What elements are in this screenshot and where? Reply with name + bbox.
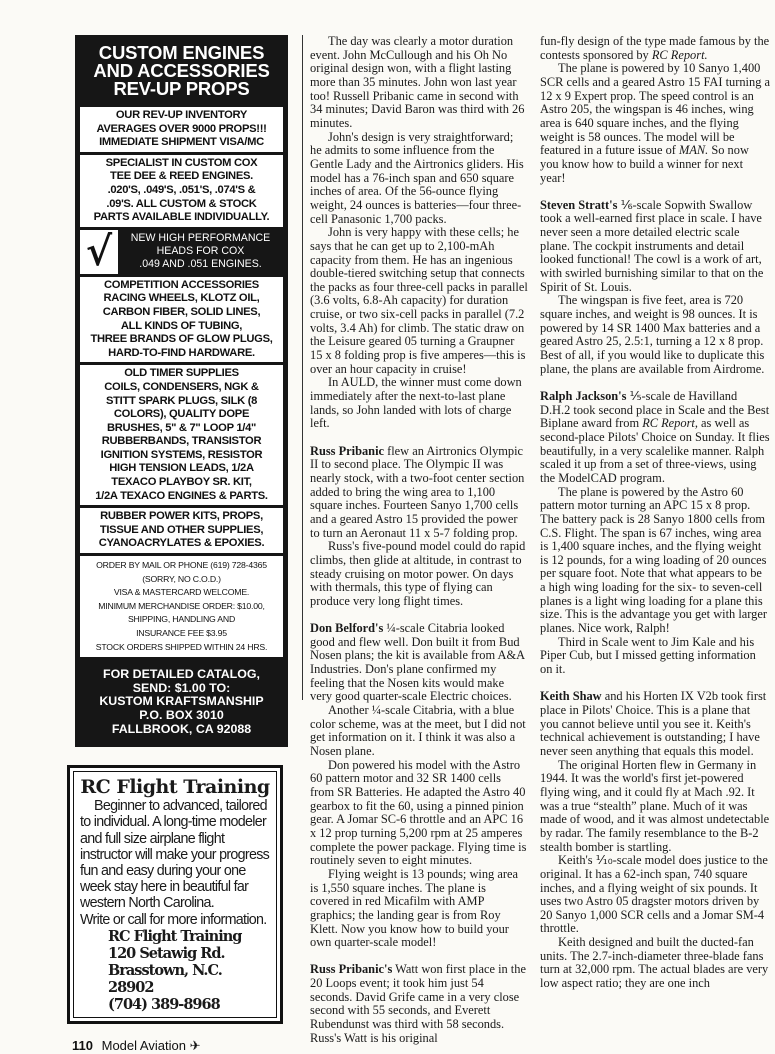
- page-footer: [72, 1038, 288, 1054]
- article-paragraph: [540, 690, 770, 758]
- rc-ad-body: Beginner to advanced, tailored to individual. A long-time modeler and full size airplane flight instructor will make your progress fun and easy during your one week stay here in beautiful far western North Carolina.: [80, 798, 270, 912]
- text-line: THREE BRANDS OF GLOW PLUGS,: [90, 333, 273, 346]
- text-line: CARBON FIBER, SOLID LINES,: [102, 305, 261, 318]
- text-line: TISSUE AND OTHER SUPPLIES,: [99, 523, 264, 536]
- kustom-kraftsmanship-ad: [75, 35, 288, 747]
- paragraph-text: The day was clearly a motor duration event. John McCullough and his Oh No original design won, with a flight lasting more than 35 minutes. John won last year too! Russell Pribanic came in second with 34 minutes; David Baron was third with 26 minutes.: [310, 34, 525, 130]
- paragraph-text: Flying weight is 13 pounds; wing area is 1,550 square inches. The plane is covered in red Micafilm with AMP graphics; the landing gear is from Roy Klett. Now you know how to build your own quarter-scale model!: [310, 866, 518, 950]
- text-line: Brasstown, N.C. 28902: [108, 961, 222, 996]
- text-line: TEXACO PLAYBOY SR. KIT,: [111, 476, 252, 489]
- paragraph-text: John is very happy with these cells; he says that he can get up to 2,100-mAh capacity from them. He has an ingenious double-tiered switching setup that connects the packs as four three-cell packs in parallel (3.6 volts, 6.8-Ah capacity) for duration cruise, or two six-cell packs in parallel (7.2 volts, 3.4 Ah) for climb. The static draw on the Leisure geared 05 turning a Graupner 15 x 8 folding prop is five amperes—this is over an hour capacity in cruise!: [310, 225, 528, 376]
- paragraph-text: ⅙-scale Sopwith Swallow took a well-earned first place in scale. I have never seen a more detailed electric scale plane. The cockpit instruments and detail looked functional! The cowl is a work of art, with swirled burnishing similar to that on the Spirit of St. Louis.: [540, 197, 764, 294]
- text-line: COILS, CONDENSERS, NGK &: [104, 380, 259, 393]
- article-paragraph: [540, 62, 770, 185]
- text-line: CUSTOM ENGINES: [98, 42, 265, 63]
- page-number: 110: [72, 1037, 93, 1053]
- magazine-name: Model Aviation: [101, 1037, 186, 1053]
- text-line: 120 Setawig Rd.: [108, 944, 225, 962]
- rc-ad-cta: Write or call for more information.: [80, 911, 267, 928]
- ad-old-timer-box: [80, 365, 283, 505]
- text-line: CYANOACRYLATES & EPOXIES.: [98, 537, 265, 550]
- ad-heads-box: [80, 227, 283, 275]
- subject-name: Russ Pribanic: [310, 443, 385, 458]
- text-line: .09'S. ALL CUSTOM & STOCK: [106, 197, 257, 210]
- article-paragraph: [540, 854, 770, 936]
- ad-inventory-box: [80, 107, 283, 152]
- ad-heads-text: [118, 232, 283, 272]
- ad-rubber-box: [80, 508, 283, 553]
- paragraph-text: The original Horten flew in Germany in 1944. It was the world's first jet-powered flying wing, and it could fly at Mach .92. It was a true “stealth” plane. Much of it was made of wood, and it was almost undetectable by radar. The family resemblance to the B-2 stealth bomber is startling.: [540, 757, 770, 854]
- ad-specialist-box: [80, 155, 283, 227]
- text-line: (SORRY, NO C.O.D.): [142, 573, 221, 584]
- article-column-right: [540, 35, 770, 991]
- article-paragraph: [540, 486, 770, 636]
- article-paragraph: [310, 868, 528, 950]
- text-line: COMPETITION ACCESSORIES: [104, 278, 259, 291]
- paragraph-text: Another ¼-scale Citabria, with a blue color scheme, was at the meet, but I did not get information on it. I think it was also a Nosen plane.: [310, 703, 526, 758]
- column-divider: [302, 35, 303, 700]
- text-line: KUSTOM KRAFTSMANSHIP: [99, 694, 264, 709]
- paragraph-text: Watt won first place in the 20 Loops event; it took him just 54 seconds. David Grife came in a very close second with 55 seconds, and Everett Rubendunst was third with 58 seconds. Russ's Watt is his original: [310, 962, 526, 1045]
- text-line: OUR REV-UP INVENTORY: [115, 109, 248, 121]
- text-line: TEE DEE & REED ENGINES.: [110, 170, 253, 183]
- article-paragraph: [540, 936, 770, 991]
- text-line: AVERAGES OVER 9000 PROPS!!!: [96, 122, 267, 135]
- publication-name: RC Report,: [642, 416, 698, 431]
- text-line: PARTS AVAILABLE INDIVIDUALLY.: [93, 211, 270, 224]
- text-line: VISA & MASTERCARD WELCOME.: [113, 587, 250, 598]
- text-line: FOR DETAILED CATALOG,: [103, 667, 260, 682]
- text-line: BRUSHES, 5" & 7" LOOP 1/4": [106, 421, 257, 434]
- paragraph-text: The wingspan is five feet, area is 720 square inches, and weight is 98 ounces. It is powered by 14 SR 1400 Max batteries and a geared Astro 25, 2.5:1, turning a 12 x 8 prop. Best of all, if you would like to duplicate this plane, the plans are available from Airdrome.: [540, 293, 765, 376]
- text-line: RUBBERBANDS, TRANSISTOR: [101, 435, 262, 448]
- article-paragraph: [540, 199, 770, 295]
- text-line: .049 AND .051 ENGINES.: [139, 258, 262, 271]
- text-line: ALL KINDS OF TUBING,: [120, 319, 243, 332]
- paragraph-text: Russ's five-pound model could do rapid climbs, then glide at altitude, in contrast to steady cruising on motor power. On days with thermals, this type of flying can produce very long flight times.: [310, 539, 526, 608]
- rc-flight-training-ad: [67, 765, 283, 1024]
- publication-name: MAN.: [679, 143, 709, 158]
- rc-ad-address: [108, 928, 270, 1013]
- text-line: 1/2A TEXACO ENGINES & PARTS.: [95, 489, 268, 502]
- paragraph-text: Keith's ⅒-scale model does justice to the original. It has a 62-inch span, 740 square inches, and a flying weight of six pounds. It uses two Astro 05 dragster motors driven by 20 Sanyo 1,000 SCR cells and a Jomar SM-4 throttle.: [540, 853, 768, 936]
- text-line: IGNITION SYSTEMS, RESISTOR: [100, 448, 263, 461]
- article-paragraph: [310, 622, 528, 704]
- text-line: RC Flight Training: [108, 927, 242, 945]
- article-paragraph: [540, 35, 770, 62]
- text-line: OLD TIMER SUPPLIES: [124, 367, 239, 380]
- paragraph-text: Keith designed and built the ducted-fan units. The 2.7-inch-diameter three-blade fans turn at 32,000 rpm. The actual blades are very low aspect ratio; they are one inch: [540, 935, 769, 991]
- text-line: INSURANCE FEE $3.95: [136, 628, 227, 638]
- paragraph-text: The plane is powered by 10 Sanyo 1,400 SCR cells and a geared Astro 15 FAI turning a 12 x 9 Expert prop. The speed control is an Astro 205, the wingspan is 46 inches, wing area is 640 square inches, and the flying weight is 58 ounces. The model will be featured in a future issue of: [540, 61, 770, 158]
- text-line: SEND: $1.00 TO:: [132, 680, 231, 695]
- paragraph-text: So now you know how to build a winner for next year!: [540, 143, 749, 185]
- article-paragraph: [310, 759, 528, 868]
- ad-order-box: [80, 556, 283, 657]
- text-line: SHIPPING, HANDLING AND: [127, 614, 236, 625]
- paragraph-text: Don powered his model with the Astro 60 pattern motor and 32 SR 1400 cells from SR Batteries. He adapted the Astro 40 gearbox to fit the 60, using a pinned pinion gear. A Jomar SC-6 throttle and an APC 16 x 12 prop turning 5,200 rpm at 25 amperes complete the power package. Flying time is routinely seven to eight minutes.: [310, 757, 527, 868]
- text-line: P.O. BOX 3010: [139, 707, 224, 722]
- paragraph-text: In AULD, the winner must come down immediately after the next-to-last plane lands, so John landed with lots of charge left.: [310, 375, 522, 431]
- subject-name: Don Belford's: [310, 621, 384, 636]
- text-line: AND ACCESSORIES: [93, 60, 270, 81]
- checkmark-icon: √: [80, 230, 118, 274]
- text-line: RUBBER POWER KITS, PROPS,: [100, 510, 263, 523]
- text-line: RACING WHEELS, KLOTZ OIL,: [103, 292, 260, 305]
- article-paragraph: [310, 445, 528, 541]
- subject-name: Russ Pribanic's: [310, 962, 393, 977]
- paragraph-text: The plane is powered by the Astro 60 pattern motor turning an APC 15 x 8 prop. The battery pack is 28 Sanyo 1800 cells from C.S. Flight. The span is 67 inches, wing area is 1,400 square inches, and the flying weight is 12 pounds, for a wing loading of 20 ounces per square foot. Note that what appears to be a high wing loading for the six- to seven-cell planes is a light wing loading for a plane this size. This is the advantage you get with larger planes. Nice work, Ralph!: [540, 484, 767, 636]
- text-line: HEADS FOR COX: [156, 245, 245, 258]
- paragraph-text: flew an Airtronics Olympic II to second place. The Olympic II was nearly stock, with a two-foot center section added to bring the wing area to 1,100 square inches. Fourteen Sanyo 1,700 cells and a geared Astro 15 provided the power to turn an Aeronaut 11 x 5-7 folding prop.: [310, 443, 525, 540]
- text-line: HIGH TENSION LEADS, 1/2A: [109, 462, 254, 475]
- text-line: COLORS), QUALITY DOPE: [113, 408, 250, 421]
- subject-name: Steven Stratt's: [540, 197, 618, 212]
- text-line: HARD-TO-FIND HARDWARE.: [108, 346, 255, 359]
- article-paragraph: [540, 636, 770, 677]
- article-paragraph: [540, 759, 770, 855]
- subject-name: Ralph Jackson's: [540, 388, 627, 403]
- article-paragraph: [310, 963, 528, 1045]
- ad-header: [78, 38, 285, 104]
- article-paragraph: [310, 704, 528, 759]
- article-column-middle: [310, 35, 528, 1045]
- subject-name: Keith Shaw: [540, 689, 602, 704]
- rc-ad-title: RC Flight Training: [80, 776, 270, 799]
- paragraph-text: ¼-scale Citabria looked good and flew well. Don built it from Bud Nosen plans; the kit is available from A&A Industries. Don's plane confirmed my feeling that the Nosen kits would make very good quarter-scale Electric choices.: [310, 621, 525, 704]
- article-paragraph: [310, 131, 528, 227]
- paragraph-text: John's design is very straightforward; he admits to some influence from the Gentle Lady and the Airtronics gliders. His model has a 76-inch span and 650 square inches of area. Of the 56-ounce flying weight, 24 ounces is batteries—four three-cell Panasonic 1,700 packs.: [310, 129, 524, 226]
- ad-competition-box: [80, 277, 283, 363]
- text-line: IMMEDIATE SHIPMENT VISA/MC: [99, 136, 264, 149]
- article-paragraph: [310, 540, 528, 608]
- publication-name: RC Report.: [651, 47, 708, 62]
- left-ad-column: [67, 35, 288, 1054]
- text-line: REV-UP PROPS: [113, 78, 250, 99]
- text-line: (704) 389-8968: [108, 995, 220, 1013]
- paragraph-text: fun-fly design of the type made famous by the contests sponsored by: [540, 34, 770, 62]
- text-line: ORDER BY MAIL OR PHONE (619) 728-4365: [96, 560, 267, 571]
- article-paragraph: [310, 376, 528, 431]
- text-line: SPECIALIST IN CUSTOM COX: [105, 156, 258, 169]
- article-paragraph: [540, 294, 770, 376]
- paragraph-text: ⅕-scale de Havilland D.H.2 took second place in Scale and the Best Biplane award from: [540, 388, 770, 431]
- ad-catalog-box: [78, 660, 285, 744]
- text-line: NEW HIGH PERFORMANCE: [130, 231, 271, 244]
- text-line: STITT SPARK PLUGS, SILK (8: [105, 394, 258, 407]
- article-paragraph: [540, 390, 770, 486]
- paragraph-text: Third in Scale went to Jim Kale and his Piper Cub, but I missed getting information on it.: [540, 634, 756, 677]
- text-line: STOCK ORDERS SHIPPED WITHIN 24 HRS.: [95, 641, 268, 652]
- text-line: FALLBROOK, CA 92088: [111, 721, 252, 736]
- paragraph-text: as well as second-place Pilots' Choice on Sunday. It flies beautifully, in a very scalelike manner. Ralph scaled it up from a set of three-views, using the ModelCAD program.: [540, 416, 770, 485]
- text-line: .020'S, .049'S, .051'S, .074'S &: [107, 183, 256, 196]
- article-paragraph: [310, 35, 528, 131]
- text-line: MINIMUM MERCHANDISE ORDER: $10.00,: [98, 600, 265, 611]
- article-paragraph: [310, 226, 528, 376]
- airplane-icon: ✈: [189, 1037, 201, 1053]
- paragraph-text: and his Horten IX V2b took first place in Pilots' Choice. This is a plane that you cannot believe until you see it. Keith's technical achievement is outstanding; I have never seen anything that equals this model.: [540, 689, 767, 758]
